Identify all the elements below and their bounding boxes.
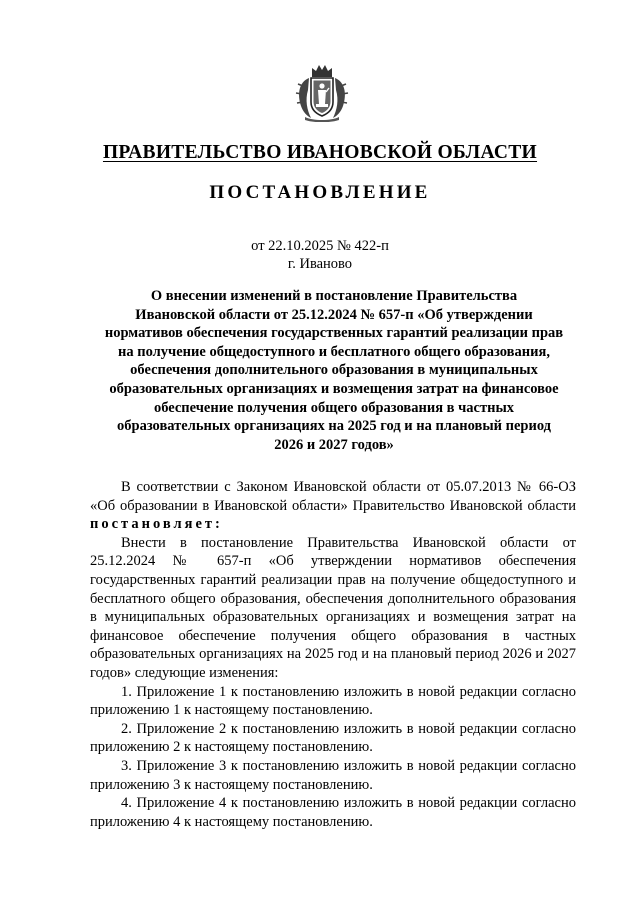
- subject-line: образовательных организациях и возмещения затрат на финансовое: [109, 380, 559, 397]
- subject-line: образовательных организациях на 2025 год и на плановый период: [117, 418, 551, 435]
- resolves-word: постановляет:: [90, 516, 223, 533]
- list-item: 1. Приложение 1 к постановлению изложить в новой редакции согласно приложению 1 к настоящему постановлению.: [90, 683, 576, 719]
- document-type: ПОСТАНОВЛЕНИЕ: [209, 182, 431, 203]
- preamble-paragraph: [90, 478, 576, 534]
- intro-paragraph: Внести в постановление Правительства Ивановской области от 25.12.2024 № 657-п «Об утверждении нормативов обеспечения государственных гарантий реализации прав на получение общедоступного и бесплатного общего образования, обеспечения дополнительного образования в муниципальных образовательных организациях и возмещения затрат на финансовое обеспечение получения общего образования в частных образовательных организациях на 2025 год и на плановый период 2026 и 2027 годов» следующие изменения:: [90, 534, 576, 681]
- subject-line: Ивановской области от 25.12.2024 № 657-п «Об утверждении: [135, 306, 533, 323]
- subject-line: обеспечение получения общего образования в частных: [153, 399, 515, 416]
- government-title: ПРАВИТЕЛЬСТВО ИВАНОВСКОЙ ОБЛАСТИ: [102, 142, 538, 163]
- ivanovo-coat-of-arms-icon: [295, 62, 349, 122]
- subject-line: нормативов обеспечения государственных гарантий реализации прав: [104, 325, 564, 342]
- document-meta: [0, 237, 640, 273]
- list-item: 3. Приложение 3 к постановлению изложить в новой редакции согласно приложению 3 к настоящему постановлению.: [90, 757, 576, 793]
- document-subject: [90, 287, 578, 454]
- city: г. Иваново: [287, 256, 353, 272]
- date-number: от 22.10.2025 № 422-п: [251, 238, 389, 254]
- subject-line: О внесении изменений в постановление Правительства: [150, 288, 518, 304]
- list-item: 2. Приложение 2 к постановлению изложить в новой редакции согласно приложению 2 к настоящему постановлению.: [90, 720, 576, 756]
- preamble-text: В соответствии с Законом Ивановской области от 05.07.2013 № 66-ОЗ «Об образовании в Ивановской области» Правительство Ивановской области: [90, 479, 576, 514]
- list-item: 4. Приложение 4 к постановлению изложить в новой редакции согласно приложению 4 к настоящему постановлению.: [90, 795, 576, 830]
- subject-line: обеспечения дополнительного образования в муниципальных: [130, 362, 538, 379]
- subject-line: на получение общедоступного и бесплатного общего образования,: [118, 343, 550, 360]
- subject-line: 2026 и 2027 годов»: [274, 436, 394, 453]
- document-body: [90, 478, 576, 831]
